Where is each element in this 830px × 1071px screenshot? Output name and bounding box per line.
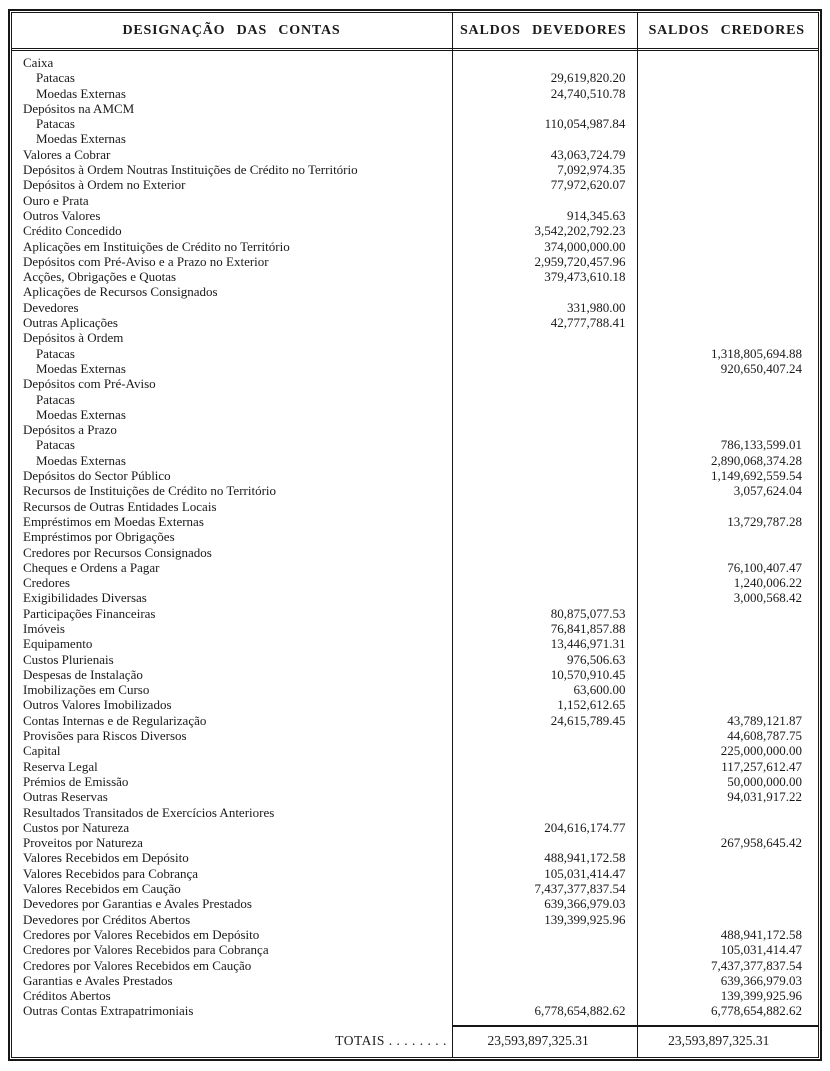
debit-value [451,483,636,498]
credit-value: 639,366,979.03 [720,972,802,988]
account-label: Depósitos à Ordem no Exterior [23,177,186,193]
credit-value [635,101,818,116]
account-label: Outras Reservas [23,789,108,805]
account-label: Patacas [36,345,75,361]
table-row [12,162,818,177]
debit-value: 105,031,414.47 [544,865,626,881]
debit-value [451,361,636,376]
account-label: Outros Valores [23,207,101,223]
table-row [12,223,818,238]
table-row [12,361,818,376]
table-row [12,376,818,391]
account-label: Patacas [36,437,75,453]
debit-value: 7,437,377,837.54 [534,881,626,897]
credit-value [635,667,818,682]
credit-value [635,208,818,223]
table-row [12,621,818,636]
credit-value [635,131,818,146]
credit-value [635,315,818,330]
credit-value [635,376,818,391]
table-row [12,636,818,651]
debit-value: 6,778,654,882.62 [534,1003,626,1019]
debit-value [451,728,636,743]
account-label: Créditos Abertos [23,988,111,1004]
account-label: Patacas [36,391,75,407]
table-row [12,116,818,131]
credit-value [635,162,818,177]
account-label: Devedores [23,299,79,315]
debit-value [451,805,636,820]
account-label: Aplicações em Instituições de Crédito no Território [23,238,290,254]
account-label: Moedas Externas [36,360,126,376]
credit-value [635,621,818,636]
credit-value [635,606,818,621]
table-row [12,942,818,957]
credit-value: 3,000,568.42 [733,590,802,606]
debit-value [451,453,636,468]
debit-value [451,545,636,560]
credit-value: 3,057,624.04 [733,483,802,499]
table-row [12,881,818,896]
table-row [12,147,818,162]
account-label: Credores por Valores Recebidos para Cobrança [23,942,269,958]
debit-value [451,560,636,575]
account-label: Moedas Externas [36,406,126,422]
credit-value [635,407,818,422]
debit-value: 42,777,788.41 [550,315,626,331]
debit-value [451,407,636,422]
debit-value [451,392,636,407]
debit-value [451,575,636,590]
account-label: Depósitos do Sector Público [23,468,171,484]
debit-value: 331,980.00 [566,299,626,315]
table-row [12,55,818,70]
account-label: Credores [23,575,70,591]
header-saldos-credores: SALDOS CREDORES [648,22,805,38]
column-divider-1 [452,13,453,1057]
credit-value: 105,031,414.47 [720,942,802,958]
debit-value [451,973,636,988]
credit-value [635,866,818,881]
account-label: Acções, Obrigações e Quotas [23,269,177,285]
table-row [12,575,818,590]
account-label: Empréstimos em Moedas Externas [23,513,204,529]
credit-value [635,86,818,101]
account-label: Moedas Externas [36,85,126,101]
account-label: Resultados Transitados de Exercícios Anteriores [23,804,275,820]
debit-value [451,346,636,361]
account-label: Moedas Externas [36,452,126,468]
credit-value [635,193,818,208]
table-row [12,300,818,315]
table-row [12,422,818,437]
debit-value [451,789,636,804]
account-label: Credores por Valores Recebidos em Caução [23,957,252,973]
account-label: Despesas de Instalação [23,666,143,682]
account-label: Valores Recebidos em Depósito [23,850,189,866]
debit-value: 1,152,612.65 [557,697,626,713]
table-row [12,529,818,544]
table-row [12,774,818,789]
account-label: Devedores por Créditos Abertos [23,911,191,927]
table-row [12,101,818,116]
column-divider-2 [637,13,638,1057]
account-label: Credores por Valores Recebidos em Depósito [23,926,260,942]
table-row [12,437,818,452]
account-label: Moedas Externas [36,131,126,147]
table-row [12,667,818,682]
table-row [12,743,818,758]
debit-value: 80,875,077.53 [550,605,626,621]
debit-value: 13,446,971.31 [550,636,626,652]
credit-value: 267,958,645.42 [720,835,802,851]
debit-value: 24,615,789.45 [550,712,626,728]
table-row [12,805,818,820]
debit-value: 914,345.63 [566,207,626,223]
credit-value [635,147,818,162]
debit-value [451,437,636,452]
credit-value [635,805,818,820]
credit-value: 50,000,000.00 [727,773,802,789]
debit-value: 110,054,987.84 [544,116,626,132]
table-row [12,284,818,299]
table-row [12,1003,818,1018]
debit-value [451,330,636,345]
credit-value [635,330,818,345]
table-row [12,682,818,697]
table-row [12,958,818,973]
totals-separator-line [452,1025,818,1027]
credit-value [635,300,818,315]
table-header [12,13,818,51]
account-label: Garantias e Avales Prestados [23,972,173,988]
credit-value: 2,890,068,374.28 [711,452,802,468]
table-row [12,330,818,345]
account-label: Imóveis [23,620,65,636]
credit-value [635,652,818,667]
account-label: Depósitos na AMCM [23,100,135,116]
table-row [12,697,818,712]
table-row [12,545,818,560]
credit-value [635,545,818,560]
table-row [12,759,818,774]
credit-value: 786,133,599.01 [720,437,802,453]
table-row [12,193,818,208]
totals-row [12,1025,818,1057]
debit-value: 204,616,174.77 [544,819,626,835]
debit-value: 139,399,925.96 [544,911,626,927]
credit-value [635,392,818,407]
debit-value: 379,473,610.18 [544,269,626,285]
credit-value [635,697,818,712]
debit-value: 77,972,620.07 [550,177,626,193]
account-label: Depósitos à Ordem [23,330,124,346]
debit-value: 29,619,820.20 [550,70,626,86]
account-label: Outros Valores Imobilizados [23,697,172,713]
table-row [12,835,818,850]
debit-value [451,101,636,116]
debit-value: 3,542,202,792.23 [534,223,626,239]
credit-value [635,529,818,544]
table-body [12,51,818,1025]
credit-value: 6,778,654,882.62 [711,1003,802,1019]
table-row [12,713,818,728]
table-row [12,468,818,483]
debit-value [451,529,636,544]
table-row [12,315,818,330]
debit-value [451,743,636,758]
account-label: Outras Aplicações [23,315,118,331]
account-label: Provisões para Riscos Diversos [23,728,187,744]
table-row [12,208,818,223]
table-row [12,652,818,667]
credit-value: 94,031,917.22 [727,789,802,805]
debit-value [451,499,636,514]
credit-value: 1,149,692,559.54 [711,468,802,484]
credit-value [635,422,818,437]
totals-label: TOTAIS . . . . . . . . [335,1033,447,1048]
credit-value [635,239,818,254]
table-row [12,789,818,804]
table-row [12,728,818,743]
header-saldos-devedores: SALDOS DEVEDORES [459,22,627,38]
table-row [12,70,818,85]
table-row [12,177,818,192]
debit-value [451,942,636,957]
account-label: Aplicações de Recursos Consignados [23,284,218,300]
account-label: Credores por Recursos Consignados [23,544,212,560]
credit-value [635,850,818,865]
debit-value [451,988,636,1003]
credit-value [635,70,818,85]
account-label: Depósitos a Prazo [23,422,117,438]
debit-value [451,590,636,605]
table-row [12,392,818,407]
account-label: Reserva Legal [23,758,98,774]
credit-value [635,896,818,911]
table-row [12,560,818,575]
table-row [12,239,818,254]
account-label: Valores Recebidos em Caução [23,881,181,897]
debit-value [451,774,636,789]
credit-value: 139,399,925.96 [720,988,802,1004]
credit-value [635,284,818,299]
credit-value: 225,000,000.00 [720,743,802,759]
account-label: Devedores por Garantias e Avales Prestados [23,896,252,912]
table-row [12,912,818,927]
debit-value [451,514,636,529]
account-label: Empréstimos por Obrigações [23,529,175,545]
credit-value [635,55,818,70]
account-label: Patacas [36,70,75,86]
debit-value: 76,841,857.88 [550,620,626,636]
debit-value: 10,570,910.45 [550,666,626,682]
debit-value [451,55,636,70]
debit-value: 639,366,979.03 [544,896,626,912]
table-row [12,407,818,422]
credit-value [635,499,818,514]
account-label: Custos Plurienais [23,651,114,667]
credit-value [635,912,818,927]
credit-value: 1,240,006.22 [733,575,802,591]
debit-value: 976,506.63 [566,651,626,667]
account-label: Exigibilidades Diversas [23,590,147,606]
debit-value: 488,941,172.58 [544,850,626,866]
account-label: Patacas [36,116,75,132]
debit-value [451,376,636,391]
account-label: Crédito Concedido [23,223,122,239]
table-row [12,896,818,911]
table-row [12,514,818,529]
account-label: Custos por Natureza [23,819,130,835]
table-row [12,131,818,146]
credit-value [635,636,818,651]
totals-credit-value: 23,593,897,325.31 [668,1033,770,1048]
account-label: Prémios de Emissão [23,773,129,789]
account-label: Cheques e Ordens a Pagar [23,559,160,575]
account-label: Imobilizações em Curso [23,682,150,698]
debit-value: 7,092,974.35 [557,162,626,178]
account-label: Depósitos com Pré-Aviso e a Prazo no Exterior [23,253,269,269]
credit-value [635,820,818,835]
account-label: Outras Contas Extrapatrimoniais [23,1003,194,1019]
account-label: Valores Recebidos para Cobrança [23,865,199,881]
table-row [12,866,818,881]
table-row [12,269,818,284]
debit-value [451,958,636,973]
table-row [12,988,818,1003]
table-row [12,86,818,101]
account-label: Valores a Cobrar [23,146,111,162]
debit-value [451,422,636,437]
debit-value [451,284,636,299]
credit-value: 43,789,121.87 [727,712,802,728]
table-row [12,590,818,605]
debit-value [451,835,636,850]
credit-value [635,682,818,697]
debit-value: 43,063,724.79 [550,146,626,162]
totals-debit-value: 23,593,897,325.31 [487,1033,589,1048]
debit-value [451,927,636,942]
table-row [12,483,818,498]
credit-value [635,254,818,269]
table-row [12,346,818,361]
credit-value: 1,318,805,694.88 [711,345,802,361]
credit-value: 44,608,787.75 [727,728,802,744]
table-row [12,820,818,835]
account-label: Depósitos com Pré-Aviso [23,376,156,392]
credit-value [635,177,818,192]
credit-value: 13,729,787.28 [727,513,802,529]
debit-value [451,468,636,483]
credit-value [635,116,818,131]
credit-value: 920,650,407.24 [720,360,802,376]
debit-value: 24,740,510.78 [550,85,626,101]
table-outer-border [8,9,822,1061]
account-label: Participações Financeiras [23,605,156,621]
account-label: Capital [23,743,61,759]
credit-value [635,881,818,896]
credit-value: 117,257,612.47 [721,758,802,774]
account-label: Recursos de Outras Entidades Locais [23,498,217,514]
credit-value [635,269,818,284]
table-row [12,927,818,942]
table-row [12,973,818,988]
credit-value: 7,437,377,837.54 [711,957,802,973]
credit-value: 488,941,172.58 [720,926,802,942]
header-designacao-das-contas: DESIGNAÇÃO DAS CONTAS [122,22,341,38]
credit-value [635,223,818,238]
table-row [12,850,818,865]
accounts-table [11,12,819,1058]
debit-value [451,193,636,208]
credit-value: 76,100,407.47 [727,559,802,575]
debit-value: 2,959,720,457.96 [534,253,626,269]
table-row [12,606,818,621]
debit-value: 374,000,000.00 [544,238,626,254]
account-label: Recursos de Instituições de Crédito no Território [23,483,277,499]
account-label: Depósitos à Ordem Noutras Instituições de Crédito no Território [23,162,358,178]
debit-value: 63,600.00 [573,682,626,698]
table-row [12,254,818,269]
debit-value [451,759,636,774]
debit-value [451,131,636,146]
account-label: Proveitos por Natureza [23,835,143,851]
table-row [12,499,818,514]
account-label: Ouro e Prata [23,192,89,208]
account-label: Caixa [23,55,54,70]
account-label: Contas Internas e de Regularização [23,712,207,728]
account-label: Equipamento [23,636,93,652]
table-row [12,453,818,468]
